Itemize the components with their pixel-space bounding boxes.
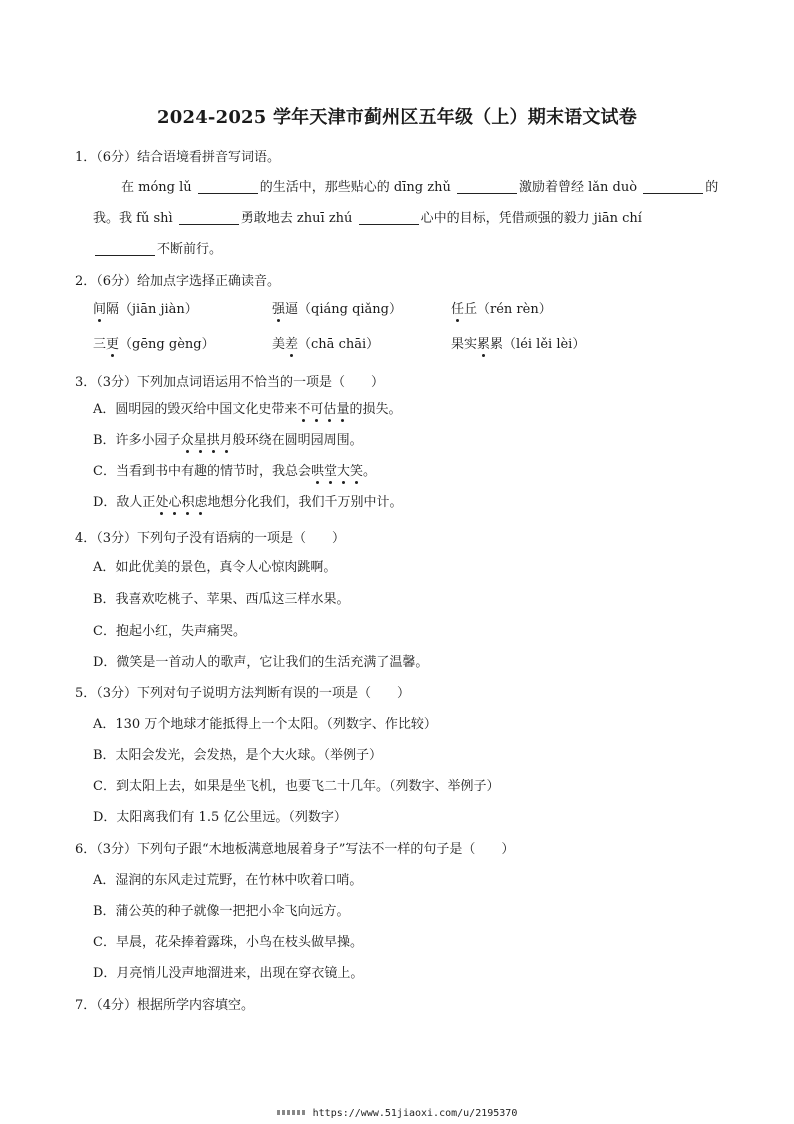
q5-option-d: D．太阳离我们有 1.5 亿公里远。（列数字） [93, 810, 347, 825]
answer-blank[interactable] [643, 179, 703, 194]
opt-text: 的损失。 [349, 402, 402, 417]
dotted-char: 笑 [350, 464, 364, 479]
dotted-char: 拱 [206, 433, 220, 448]
q1-text: 的生活中，那些贴心的 dīng zhǔ [259, 180, 451, 195]
dotted-char: 星 [193, 433, 207, 448]
dotted-word [181, 433, 233, 448]
q2-text: （chā chāi） [298, 337, 380, 352]
q3-option-c [93, 460, 376, 479]
q1-text: 我。我 fǔ shì [93, 211, 173, 226]
q5-option-a: A．130 万个地球才能抵得上一个太阳。（列数字、作比较） [93, 717, 437, 732]
question-7-heading: 7．（4分）根据所学内容填空。 [75, 998, 255, 1013]
opt-text: 。 [363, 464, 377, 479]
page-footer [0, 1108, 794, 1119]
dotted-char: 大 [336, 464, 350, 479]
q6-option-c: C．早晨，花朵捧着露珠，小鸟在枝头做早操。 [93, 935, 363, 950]
question-1-heading: 1．（6分）结合语境看拼音写词语。 [75, 150, 281, 165]
watermark-icon [277, 1110, 307, 1115]
dotted-char: 积 [181, 495, 195, 510]
q2-item-2 [272, 298, 402, 317]
answer-blank[interactable] [457, 179, 517, 194]
opt-text: 地想分化我们，我们千万别中计。 [207, 495, 403, 510]
answer-blank[interactable] [198, 179, 258, 194]
dotted-char: 可 [310, 402, 324, 417]
page-title: 2024-2025 学年天津市蓟州区五年级（上）期末语文试卷 [157, 107, 637, 128]
question-1-line-3 [93, 238, 222, 257]
dotted-char: 累 [477, 337, 491, 352]
q2-text: 果实 [451, 337, 478, 352]
q2-text: 逼（qiáng qiǎng） [285, 302, 402, 317]
q1-text: 激励着曾经 lǎn duò [518, 180, 638, 195]
footer-url[interactable]: https://www.51jiaoxi.com/u/2195370 [312, 1108, 518, 1119]
opt-text: A．圆明园的毁灭给中国文化史带来 [93, 402, 298, 417]
dotted-char: 堂 [323, 464, 337, 479]
q1-text: 心中的目标，凭借顽强的毅力 jiān chí [420, 211, 642, 226]
q2-text: （gēng gèng） [119, 337, 215, 352]
q2-item-5 [272, 333, 379, 352]
question-6-heading: 6．（3分）下列句子跟“木地板满意地展着身子”写法不一样的句子是（ ） [75, 842, 515, 857]
answer-blank[interactable] [95, 241, 155, 256]
q4-option-d: D．微笑是一首动人的歌声，它让我们的生活充满了温馨。 [93, 655, 429, 670]
question-2-heading: 2．（6分）给加点字选择正确读音。 [75, 274, 281, 289]
dotted-char: 任 [451, 302, 465, 317]
dotted-char: 间 [93, 302, 107, 317]
dotted-word [155, 495, 207, 510]
question-4-heading: 4．（3分）下列句子没有语病的一项是（ ） [75, 531, 346, 546]
q2-item-3 [451, 298, 552, 317]
q5-option-c: C．到太阳上去，如果是坐飞机，也要飞二十几年。（列数字、举例子） [93, 779, 500, 794]
dotted-char: 处 [155, 495, 169, 510]
dotted-char: 心 [168, 495, 182, 510]
dotted-char: 差 [285, 337, 299, 352]
q6-option-a: A．湿润的东风走过荒野，在竹林中吹着口哨。 [93, 873, 363, 888]
dotted-char: 众 [180, 433, 194, 448]
dotted-char: 虑 [194, 495, 208, 510]
dotted-char: 强 [272, 302, 286, 317]
q2-text: 美 [272, 337, 286, 352]
q1-text: 在 móng lǔ [121, 180, 192, 195]
dotted-word [311, 464, 363, 479]
opt-text: B．许多小园子 [93, 433, 181, 448]
q5-option-b: B．太阳会发光，会发热，是个大火球。（举例子） [93, 748, 383, 763]
q2-text: 丘（rén rèn） [464, 302, 552, 317]
q4-option-a: A．如此优美的景色，真令人心惊肉跳啊。 [93, 560, 337, 575]
q1-text: 的 [705, 180, 719, 195]
dotted-char: 估 [323, 402, 337, 417]
q2-text: 隔（jiān jiàn） [106, 302, 198, 317]
q3-option-a [93, 398, 401, 417]
question-5-heading: 5．（3分）下列对句子说明方法判断有误的一项是（ ） [75, 686, 411, 701]
question-3-heading: 3．（3分）下列加点词语运用不恰当的一项是（ ） [75, 375, 385, 390]
dotted-char: 量 [336, 402, 350, 417]
opt-text: D．敌人正 [93, 495, 156, 510]
q3-option-b [93, 429, 363, 448]
question-1-line-1 [121, 176, 718, 195]
q2-item-1 [93, 298, 198, 317]
q6-option-d: D．月亮悄儿没声地溜进来，出现在穿衣镜上。 [93, 966, 364, 981]
q2-text: 累（léi lěi lèi） [490, 337, 586, 352]
question-1-line-2 [93, 207, 642, 226]
dotted-word [297, 402, 349, 417]
q2-item-4 [93, 333, 215, 352]
dotted-char: 不 [297, 402, 311, 417]
q2-text: 三 [93, 337, 107, 352]
opt-text: 般环绕在圆明园周围。 [232, 433, 363, 448]
q4-option-c: C．抱起小红，失声痛哭。 [93, 624, 246, 639]
q1-text: 勇敢地去 zhuī zhú [240, 211, 353, 226]
answer-blank[interactable] [179, 210, 239, 225]
q3-option-d [93, 491, 403, 510]
answer-blank[interactable] [359, 210, 419, 225]
q1-text: 不断前行。 [157, 242, 223, 257]
dotted-char: 更 [106, 337, 120, 352]
q2-item-6 [451, 333, 585, 352]
opt-text: C．当看到书中有趣的情节时，我总会 [93, 464, 311, 479]
q4-option-b: B．我喜欢吃桃子、苹果、西瓜这三样水果。 [93, 592, 350, 607]
dotted-char: 哄 [310, 464, 324, 479]
dotted-char: 月 [219, 433, 233, 448]
q6-option-b: B．蒲公英的种子就像一把把小伞飞向远方。 [93, 904, 350, 919]
